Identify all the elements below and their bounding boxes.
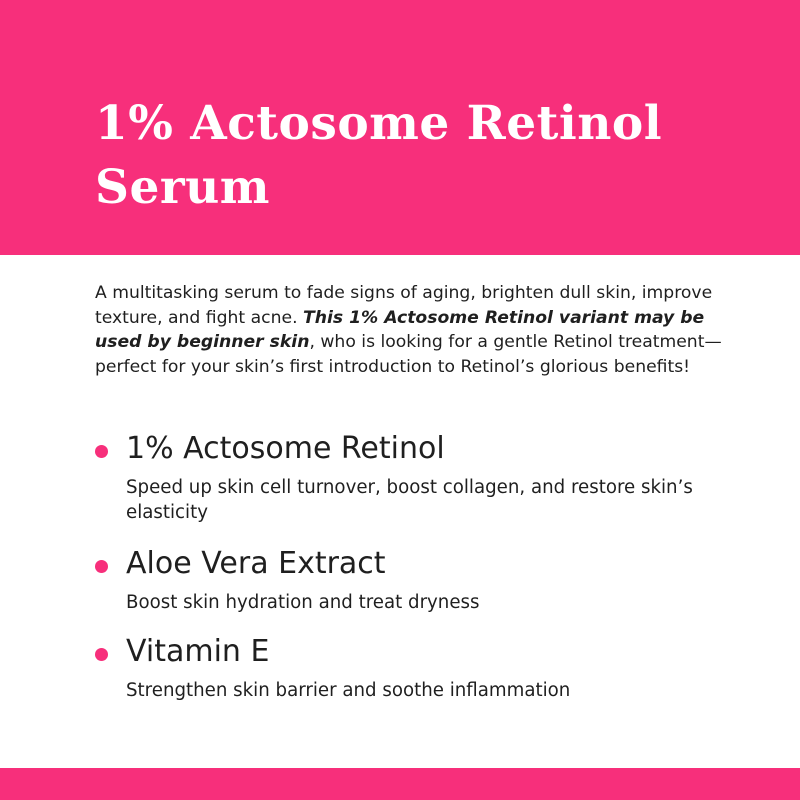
bullet-dot-icon [95,648,108,661]
product-title-line1: 1% Actosome Retinol [95,96,663,151]
product-description [95,281,755,379]
bullet-dot-icon [95,560,108,573]
ingredient-description: Strengthen skin barrier and soothe inflammation [126,680,571,701]
ingredient-description: Speed up skin cell turnover, boost collagen, and restore skin’s elasticity [126,477,693,523]
description-text-start: A multitasking serum to fade signs of aging, brighten dull skin, improve texture, and fight acne. [95,283,713,328]
description-emphasis: This 1% Actosome Retinol variant may be used by beginner skin [95,307,705,352]
ingredient-title: Vitamin E [126,634,270,669]
product-title-line2: Serum [95,160,271,215]
description-text-end: , who is looking for a gentle Retinol treatment—perfect for your skin’s first introduction to Retinol’s glorious benefits! [95,332,722,377]
ingredient-title: Aloe Vera Extract [126,546,386,581]
header-banner [0,0,800,255]
product-title [95,92,775,220]
bullet-dot-icon [95,445,108,458]
footer-bar [0,768,800,800]
ingredient-description: Boost skin hydration and treat dryness [126,592,480,613]
ingredient-title: 1% Actosome Retinol [126,431,445,466]
